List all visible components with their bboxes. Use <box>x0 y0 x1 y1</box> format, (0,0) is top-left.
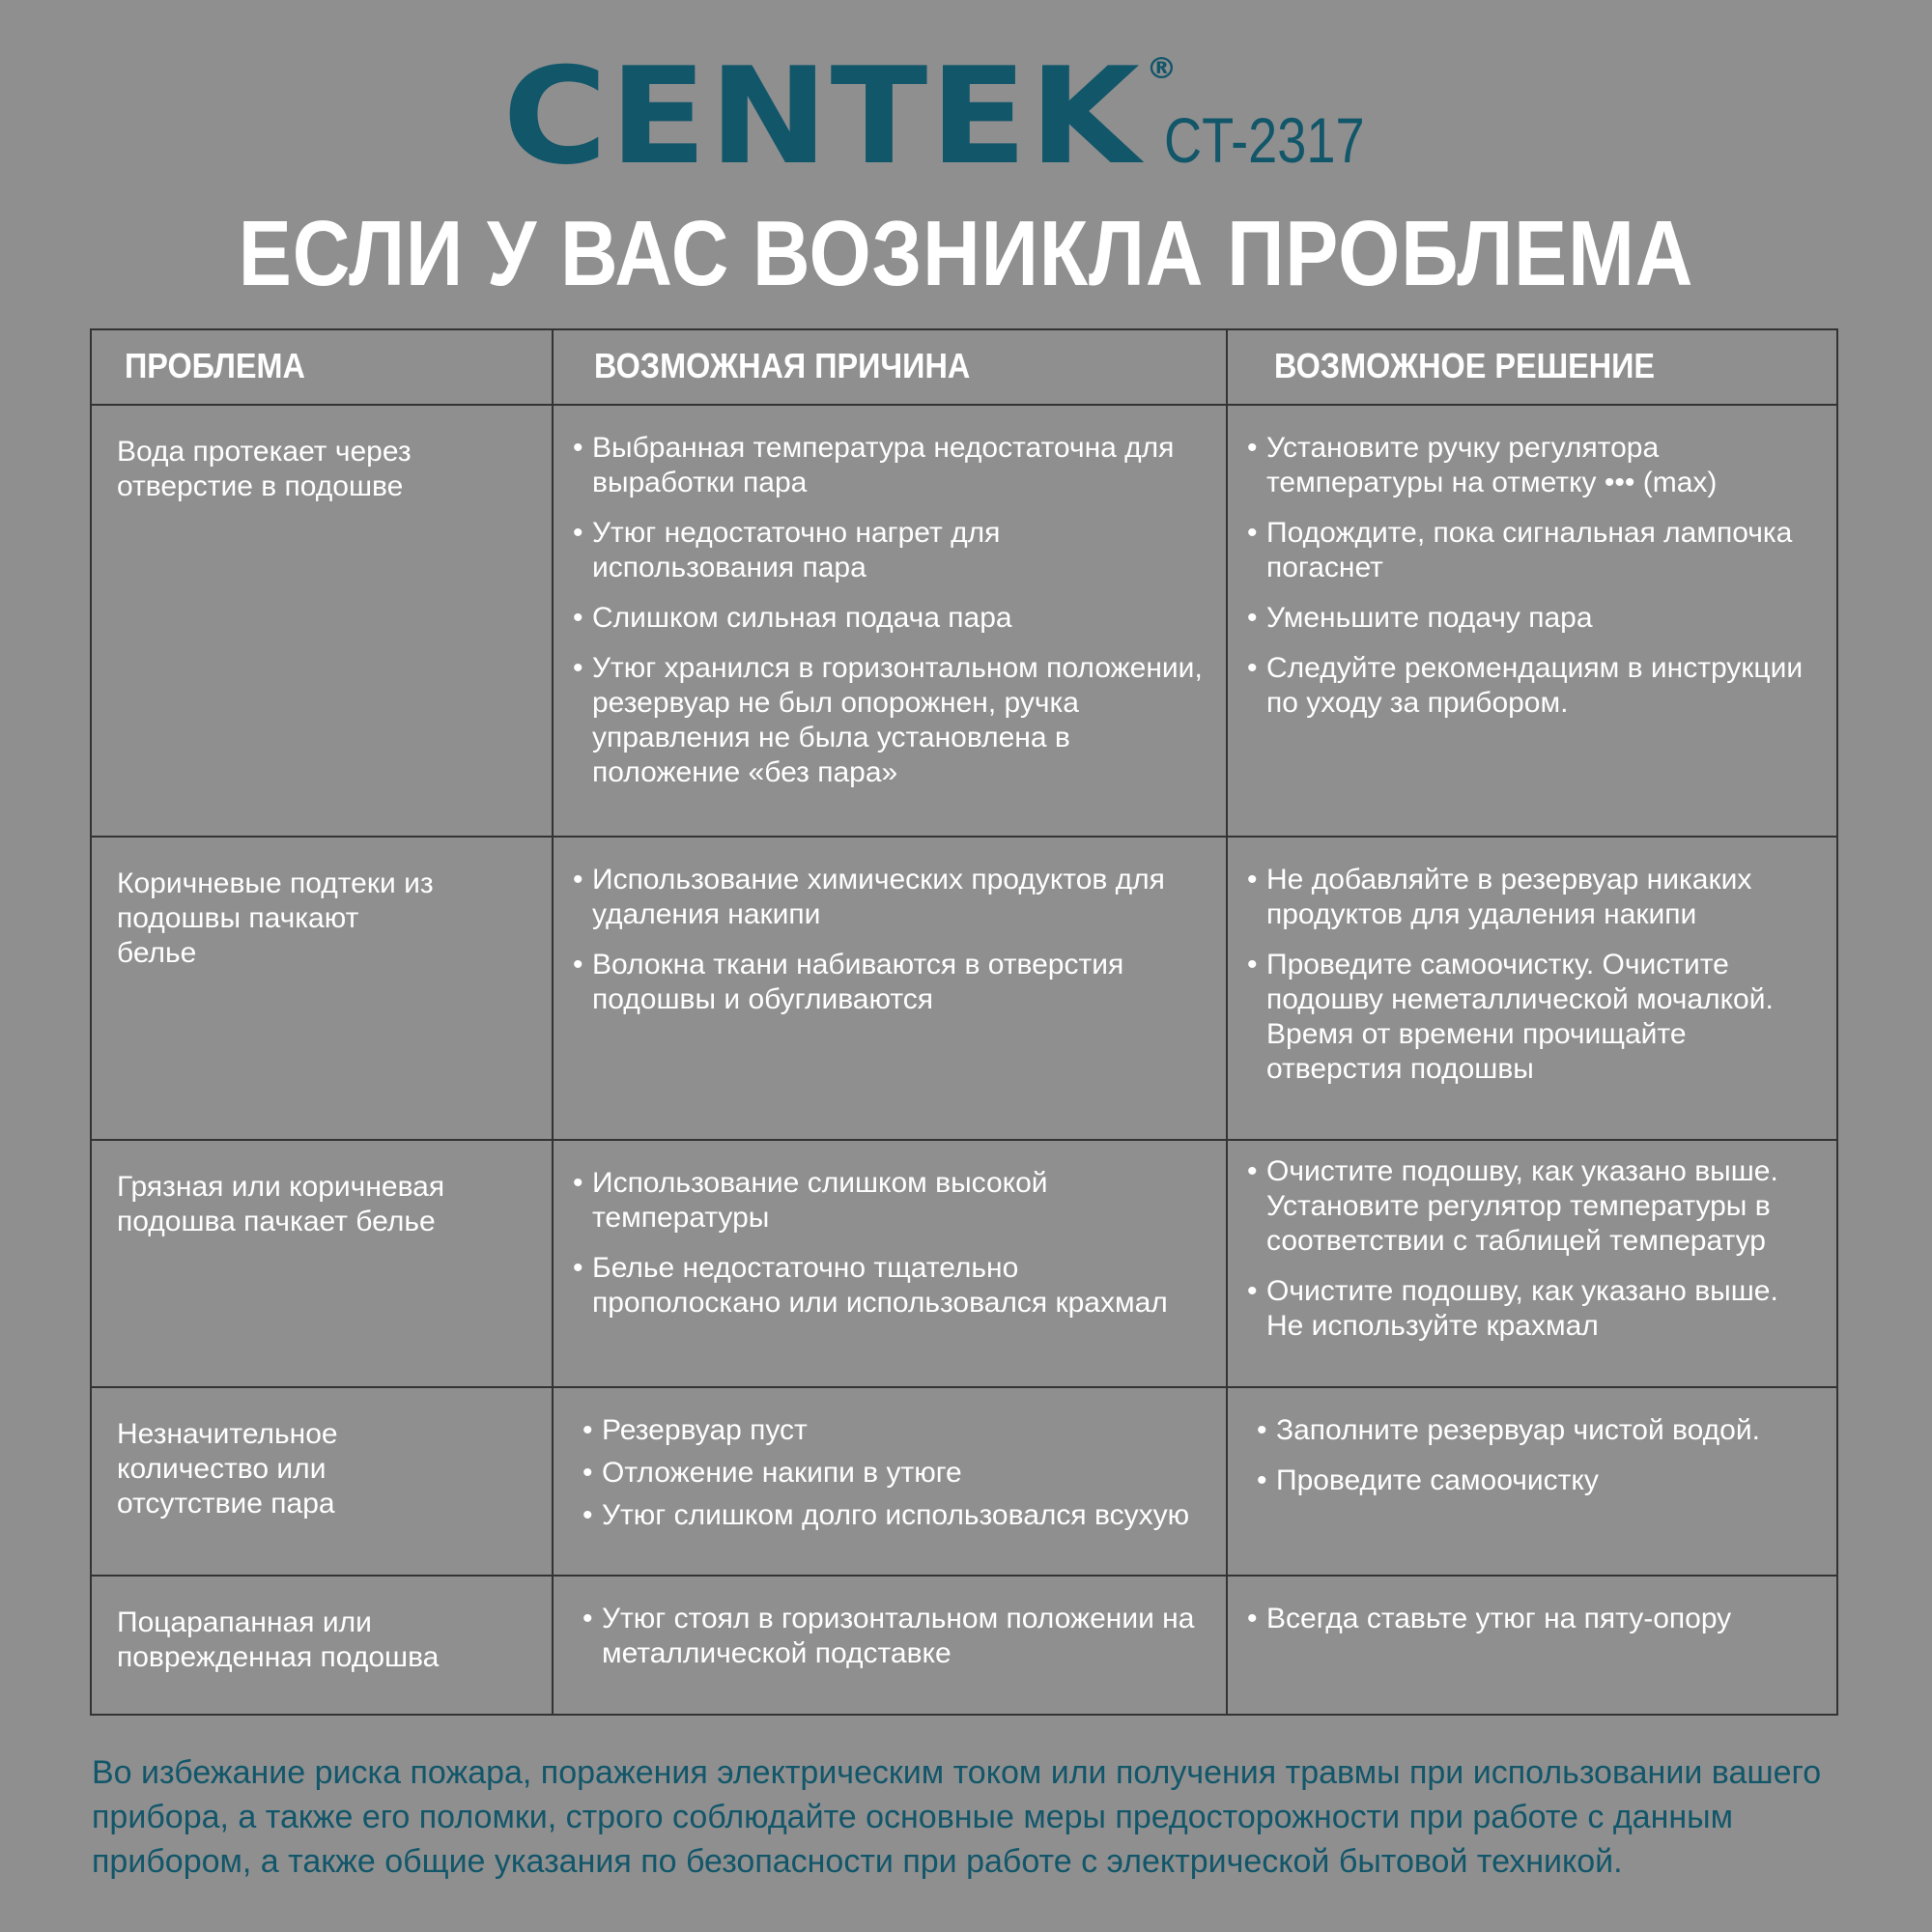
cause-list <box>573 431 1207 790</box>
table-row <box>91 1387 1837 1576</box>
cause-cell <box>553 405 1227 837</box>
cause-item: • Волокна ткани набиваются в отверстия подошвы и обугливаются <box>573 948 1207 1017</box>
brand-header <box>0 39 1932 194</box>
problem-cell <box>91 1387 553 1576</box>
cause-item: • Отложение накипи в утюге <box>582 1456 1207 1491</box>
cause-item: • Использование слишком высокой температуры <box>573 1166 1207 1236</box>
solution-cell <box>1227 405 1837 837</box>
cause-item: • Слишком сильная подача пара <box>573 601 1207 636</box>
solution-item: • Очистите подошву, как указано выше. Не используйте крахмал <box>1247 1274 1817 1344</box>
cause-cell <box>553 1576 1227 1715</box>
safety-note: Во избежание риска пожара, поражения электрическим током или получения травмы при использовании вашего прибора, а также его поломки, строго соблюдайте основные меры предосторожности при работе с данным прибором, а также общие указания по безопасности при работе с электрической бытовой техникой. <box>92 1754 1822 1880</box>
solution-cell <box>1227 1576 1837 1715</box>
model-number: CT-2317 <box>1163 104 1365 176</box>
solution-item: • Не добавляйте в резервуар никаких продуктов для удаления накипи <box>1247 863 1817 932</box>
cause-item: • Утюг слишком долго использовался всухую <box>582 1498 1207 1533</box>
solution-item: • Очистите подошву, как указано выше. Установите регулятор температуры в соответствии с таблицей температур <box>1247 1154 1817 1259</box>
column-header-problem: ПРОБЛЕМА <box>91 329 553 405</box>
problem-cell <box>91 1140 553 1387</box>
cause-item: • Выбранная температура недостаточна для выработки пара <box>573 431 1207 500</box>
cause-cell <box>553 1140 1227 1387</box>
troubleshooting-table <box>90 328 1838 1716</box>
problem-text: Незначительное количество или отсутствие пара <box>117 1418 338 1520</box>
table-row <box>91 837 1837 1140</box>
solution-list <box>1247 431 1817 721</box>
registered-mark: ® <box>1146 52 1178 86</box>
table-row <box>91 1140 1837 1387</box>
cause-list <box>582 1413 1207 1533</box>
problem-text: Поцарапанная или поврежденная подошва <box>117 1606 440 1673</box>
cause-cell <box>553 837 1227 1140</box>
cause-item: • Утюг недостаточно нагрет для использования пара <box>573 516 1207 585</box>
cause-item: • Утюг хранился в горизонтальном положении, резервуар не был опорожнен, ручка управления не была установлена в положение «без пара» <box>573 651 1207 790</box>
table-row <box>91 405 1837 837</box>
solution-item: • Установите ручку регулятора температуры на отметку ••• (max) <box>1247 431 1817 500</box>
solution-item: • Проведите самоочистку. Очистите подошву неметаллической мочалкой. Время от времени прочищайте отверстия подошвы <box>1247 948 1817 1087</box>
problem-cell <box>91 1576 553 1715</box>
table-header-row <box>91 329 1837 405</box>
cause-item: • Резервуар пуст <box>582 1413 1207 1448</box>
cause-list <box>582 1602 1207 1671</box>
solution-item: • Уменьшите подачу пара <box>1247 601 1817 636</box>
column-header-solution: ВОЗМОЖНОЕ РЕШЕНИЕ <box>1227 329 1837 405</box>
solution-cell <box>1227 837 1837 1140</box>
solution-item: • Следуйте рекомендациям в инструкции по уходу за прибором. <box>1247 651 1817 721</box>
cause-cell <box>553 1387 1227 1576</box>
solution-list <box>1247 1154 1817 1344</box>
solution-item: • Всегда ставьте утюг на пяту-опору <box>1247 1602 1817 1636</box>
solution-cell <box>1227 1140 1837 1387</box>
cause-item: • Белье недостаточно тщательно прополоскано или использовался крахмал <box>573 1251 1207 1321</box>
page-title: ЕСЛИ У ВАС ВОЗНИКЛА ПРОБЛЕМА <box>238 202 1694 305</box>
solution-list <box>1247 1602 1817 1636</box>
problem-text: Коричневые подтеки из подошвы пачкают белье <box>117 867 434 969</box>
brand-logo-text: CENTEK <box>502 39 1143 194</box>
solution-item: • Подождите, пока сигнальная лампочка погаснет <box>1247 516 1817 585</box>
solution-item: • Заполните резервуар чистой водой. <box>1257 1413 1817 1448</box>
problem-text: Вода протекает через отверстие в подошве <box>117 436 412 502</box>
problem-cell <box>91 837 553 1140</box>
solution-item: • Проведите самоочистку <box>1257 1463 1817 1498</box>
cause-list <box>573 1166 1207 1321</box>
problem-cell <box>91 405 553 837</box>
solution-list <box>1257 1413 1817 1498</box>
cause-item: • Использование химических продуктов для удаления накипи <box>573 863 1207 932</box>
problem-text: Грязная или коричневая подошва пачкает белье <box>117 1171 445 1237</box>
column-header-cause: ВОЗМОЖНАЯ ПРИЧИНА <box>553 329 1227 405</box>
cause-list <box>573 863 1207 1017</box>
solution-list <box>1247 863 1817 1087</box>
cause-item: • Утюг стоял в горизонтальном положении на металлической подставке <box>582 1602 1207 1671</box>
solution-cell <box>1227 1387 1837 1576</box>
table-row <box>91 1576 1837 1715</box>
brand-logo <box>502 39 1178 194</box>
